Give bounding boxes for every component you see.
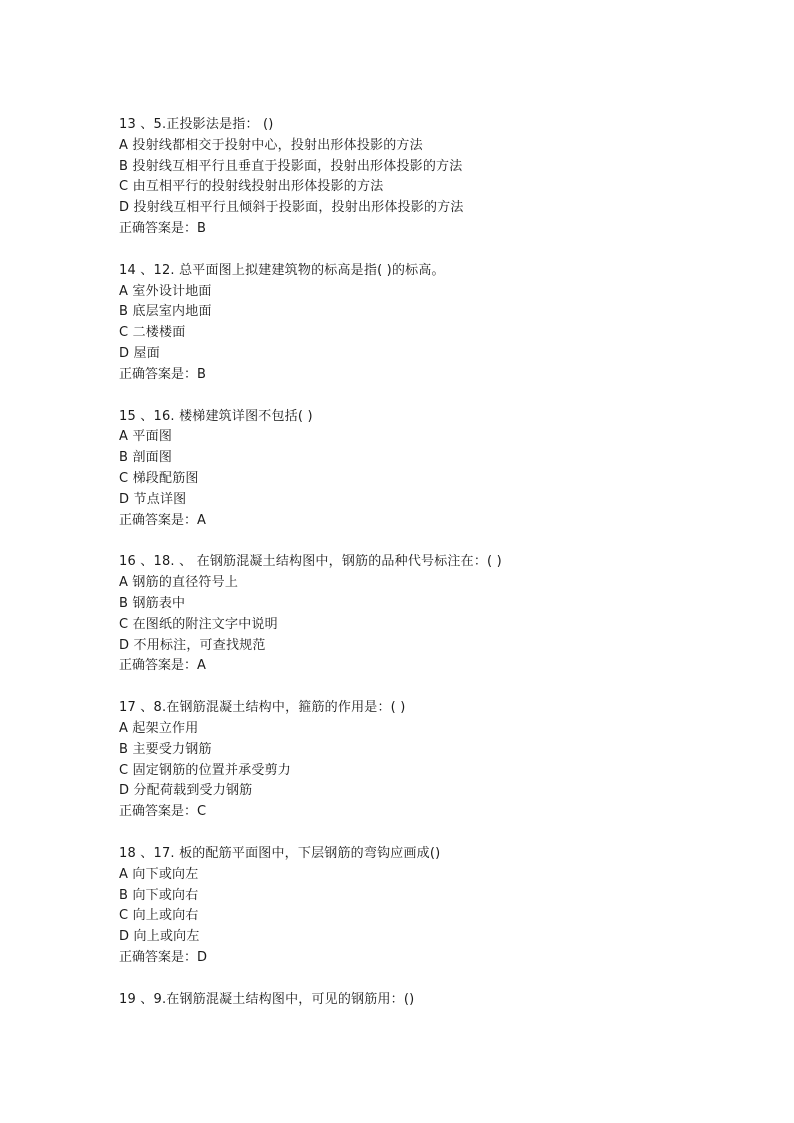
- option-b: B 底层室内地面: [119, 304, 212, 320]
- correct-answer: 正确答案是：B: [119, 366, 206, 382]
- option-d: D 投射线互相平行且倾斜于投影面，投射出形体投影的方法: [119, 200, 464, 216]
- question-15: [119, 407, 759, 532]
- option-a: A 平面图: [119, 429, 173, 445]
- option-d: D 向上或向左: [119, 929, 200, 945]
- option-d: D 节点详图: [119, 491, 187, 507]
- question-title: 17 、8.在钢筋混凝土结构中，箍筋的作用是：( ): [119, 700, 406, 716]
- option-c: C 由互相平行的投射线投射出形体投影的方法: [119, 179, 384, 195]
- correct-answer: 正确答案是：C: [119, 804, 207, 820]
- option-d: D 不用标注，可查找规范: [119, 637, 266, 653]
- option-a: A 起架立作用: [119, 720, 199, 736]
- question-title: 13 、5.正投影法是指： (): [119, 117, 274, 132]
- option-b: B 向下或向右: [119, 887, 199, 903]
- option-b: B 剖面图: [119, 450, 173, 466]
- option-c: C 在图纸的附注文字中说明: [119, 616, 278, 632]
- option-a: A 室外设计地面: [119, 283, 212, 299]
- option-b: B 主要受力钢筋: [119, 741, 212, 757]
- option-a: A 投射线都相交于投射中心，投射出形体投影的方法: [119, 137, 423, 153]
- question-title: 15 、16. 楼梯建筑详图不包括( ): [119, 408, 313, 424]
- option-d: D 分配荷载到受力钢筋: [119, 783, 253, 799]
- question-13: [119, 115, 759, 240]
- correct-answer: 正确答案是：B: [119, 220, 206, 236]
- option-c: C 梯段配筋图: [119, 470, 199, 486]
- question-title: 16 、18. 、 在钢筋混凝土结构图中，钢筋的品种代号标注在：( ): [119, 554, 502, 570]
- correct-answer: 正确答案是：D: [119, 949, 208, 965]
- correct-answer: 正确答案是：A: [119, 658, 206, 674]
- question-title: 19 、9.在钢筋混凝土结构图中，可见的钢筋用：(): [119, 991, 415, 1007]
- question-title: 14 、12. 总平面图上拟建建筑物的标高是指( )的标高。: [119, 262, 445, 278]
- option-a: A 钢筋的直径符号上: [119, 575, 239, 591]
- option-d: D 屋面: [119, 345, 160, 361]
- option-c: C 固定钢筋的位置并承受剪力: [119, 762, 292, 778]
- question-18: [119, 844, 759, 969]
- option-b: B 投射线互相平行且垂直于投影面，投射出形体投影的方法: [119, 158, 463, 174]
- question-17: [119, 698, 759, 823]
- question-19: [119, 990, 759, 1011]
- question-14: [119, 261, 759, 386]
- option-c: C 二楼楼面: [119, 325, 186, 341]
- correct-answer: 正确答案是：A: [119, 512, 206, 528]
- option-a: A 向下或向左: [119, 866, 199, 882]
- question-16: [119, 552, 759, 677]
- document-page: [119, 115, 759, 1031]
- option-b: B 钢筋表中: [119, 595, 186, 611]
- option-c: C 向上或向右: [119, 908, 199, 924]
- question-title: 18 、17. 板的配筋平面图中，下层钢筋的弯钩应画成(): [119, 845, 441, 861]
